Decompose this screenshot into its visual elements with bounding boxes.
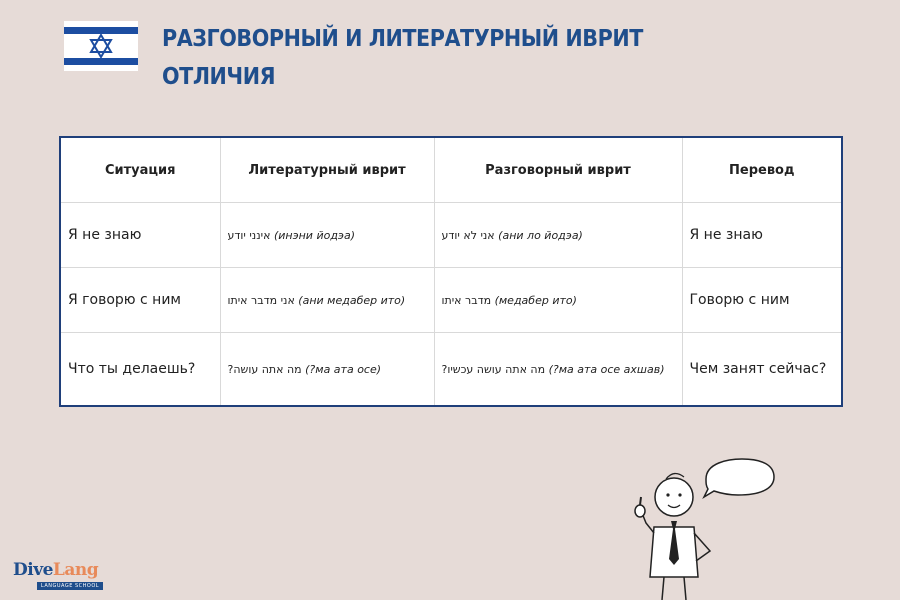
column-header-literary: Литературный иврит: [220, 137, 434, 203]
transliteration-text: (?ма ата осе): [305, 362, 382, 376]
cell-situation: Я не знаю: [60, 203, 220, 268]
cartoon-man-speech-bubble-illustration: [628, 455, 778, 600]
hebrew-text: אני לא יודע: [441, 228, 495, 242]
cell-situation: Что ты делаешь?: [60, 333, 220, 407]
hebrew-text: ?מה אתה עושה: [227, 362, 302, 376]
hebrew-text: מדבר איתו: [441, 293, 492, 307]
page-title: [162, 20, 643, 96]
column-header-situation: Ситуация: [60, 137, 220, 203]
transliteration-text: (ани ло йодэа): [498, 228, 583, 242]
table-row: [60, 203, 842, 268]
transliteration-text: (инэни йодэа): [273, 228, 355, 242]
logo-text-mid: ive: [27, 560, 53, 580]
cell-situation: Я говорю с ним: [60, 268, 220, 333]
cell-spoken: [434, 203, 682, 268]
cell-translation: Я не знаю: [682, 203, 842, 268]
hebrew-text: ?מה אתה עושה עכשיו: [441, 362, 546, 376]
cell-literary: [220, 203, 434, 268]
transliteration-text: (?ма ата осе ахшав): [548, 362, 665, 376]
cell-spoken: [434, 268, 682, 333]
cell-literary: [220, 268, 434, 333]
comparison-table: [59, 136, 843, 407]
transliteration-text: (ани медабер ито): [298, 293, 406, 307]
israel-flag-icon: [64, 21, 138, 71]
divelang-logo: [13, 560, 105, 592]
hebrew-text: אני מדבר איתו: [227, 293, 295, 307]
table-row: [60, 333, 842, 407]
column-header-spoken: Разговорный иврит: [434, 137, 682, 203]
hebrew-text: אינני יודע: [227, 228, 271, 242]
logo-text-first: D: [13, 560, 28, 580]
cell-translation: Говорю с ним: [682, 268, 842, 333]
flag-stripe-bottom: [64, 58, 138, 65]
page-title-line2: ОТЛИЧИЯ: [162, 64, 276, 90]
logo-subtitle: LANGUAGE SCHOOL: [37, 582, 103, 590]
logo-text-last: Lang: [52, 560, 99, 580]
star-of-david-icon: [88, 33, 114, 59]
head: [655, 478, 693, 516]
logo-wordmark: [13, 560, 105, 580]
speech-bubble-icon: [704, 459, 774, 497]
transliteration-text: (медабер ито): [494, 293, 577, 307]
column-header-translation: Перевод: [682, 137, 842, 203]
cell-translation: Чем занят сейчас?: [682, 333, 842, 407]
cell-literary: [220, 333, 434, 407]
page-title-line1: РАЗГОВОРНЫЙ И ЛИТЕРАТУРНЫЙ ИВРИТ: [162, 26, 643, 52]
cell-spoken: [434, 333, 682, 407]
table-header-row: [60, 137, 842, 203]
table-row: [60, 268, 842, 333]
